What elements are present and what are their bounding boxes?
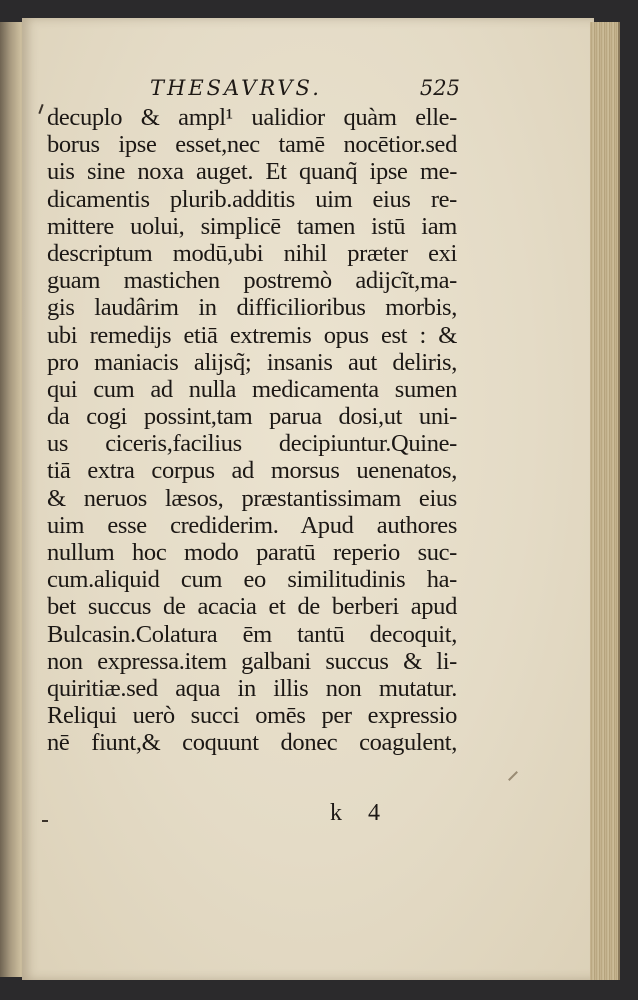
text-line: mittere uolui, simplicē tamen istū iam	[47, 212, 457, 240]
page-footer	[330, 800, 410, 830]
page-number: 525	[419, 76, 460, 100]
text-line: qui cum ad nulla medicamenta sumen	[47, 375, 457, 403]
signature-mark: k 4	[330, 800, 390, 826]
text-line: guam mastichen postremò adijcĩt,ma-	[47, 267, 457, 295]
text-line: & neruos læsos, præstantissimam eius	[47, 484, 457, 512]
running-title: THESAVRVS.	[150, 76, 322, 100]
text-line: borus ipse esset,nec tamē nocētior.sed	[47, 131, 457, 159]
text-line: descriptum modū,ubi nihil præter exi	[47, 239, 457, 267]
text-line: ubi remedijs etiā extremis opus est : &	[47, 321, 457, 349]
text-line: uim esse crediderim. Apud authores	[47, 511, 457, 539]
text-line: dicamentis plurib.additis uim eius re-	[47, 185, 457, 213]
text-line: tiā extra corpus ad morsus uenenatos,	[47, 457, 457, 485]
text-line: bet succus de acacia et de berberi apud	[47, 593, 457, 621]
text-line: uis sine noxa auget. Et quanq̃ ipse me-	[47, 158, 457, 186]
text-line: pro maniacis alijsq̃; insanis aut deliris,	[47, 348, 457, 376]
page-header	[150, 76, 460, 106]
text-line: us ciceris,facilius decipiuntur.Quine-	[47, 430, 457, 458]
text-line: non expressa.item galbani succus & li-	[47, 647, 457, 675]
text-line: cum.aliquid cum eo similitudinis ha-	[47, 566, 457, 594]
text-line: decuplo & ampl¹ ualidior quàm elle-	[47, 104, 457, 131]
text-line: gis laudârim in difficilioribus morbis,	[47, 294, 457, 322]
text-line: nē fiunt,& coquunt donec coagulent,	[47, 729, 457, 757]
text-line: nullum hoc modo paratū reperio suc-	[47, 539, 457, 566]
page-stack-edge	[590, 22, 620, 980]
text-line: da cogi possint,tam parua dosi,ut uni-	[47, 403, 457, 431]
text-line: quiritiæ.sed aqua in illis non mutatur.	[47, 674, 457, 702]
body-text	[47, 104, 457, 757]
margin-mark	[42, 820, 48, 822]
text-line: Bulcasin.Colatura ēm tantū decoquit,	[47, 620, 457, 648]
text-line: Reliqui uerò succi omēs per expressio	[47, 702, 457, 730]
